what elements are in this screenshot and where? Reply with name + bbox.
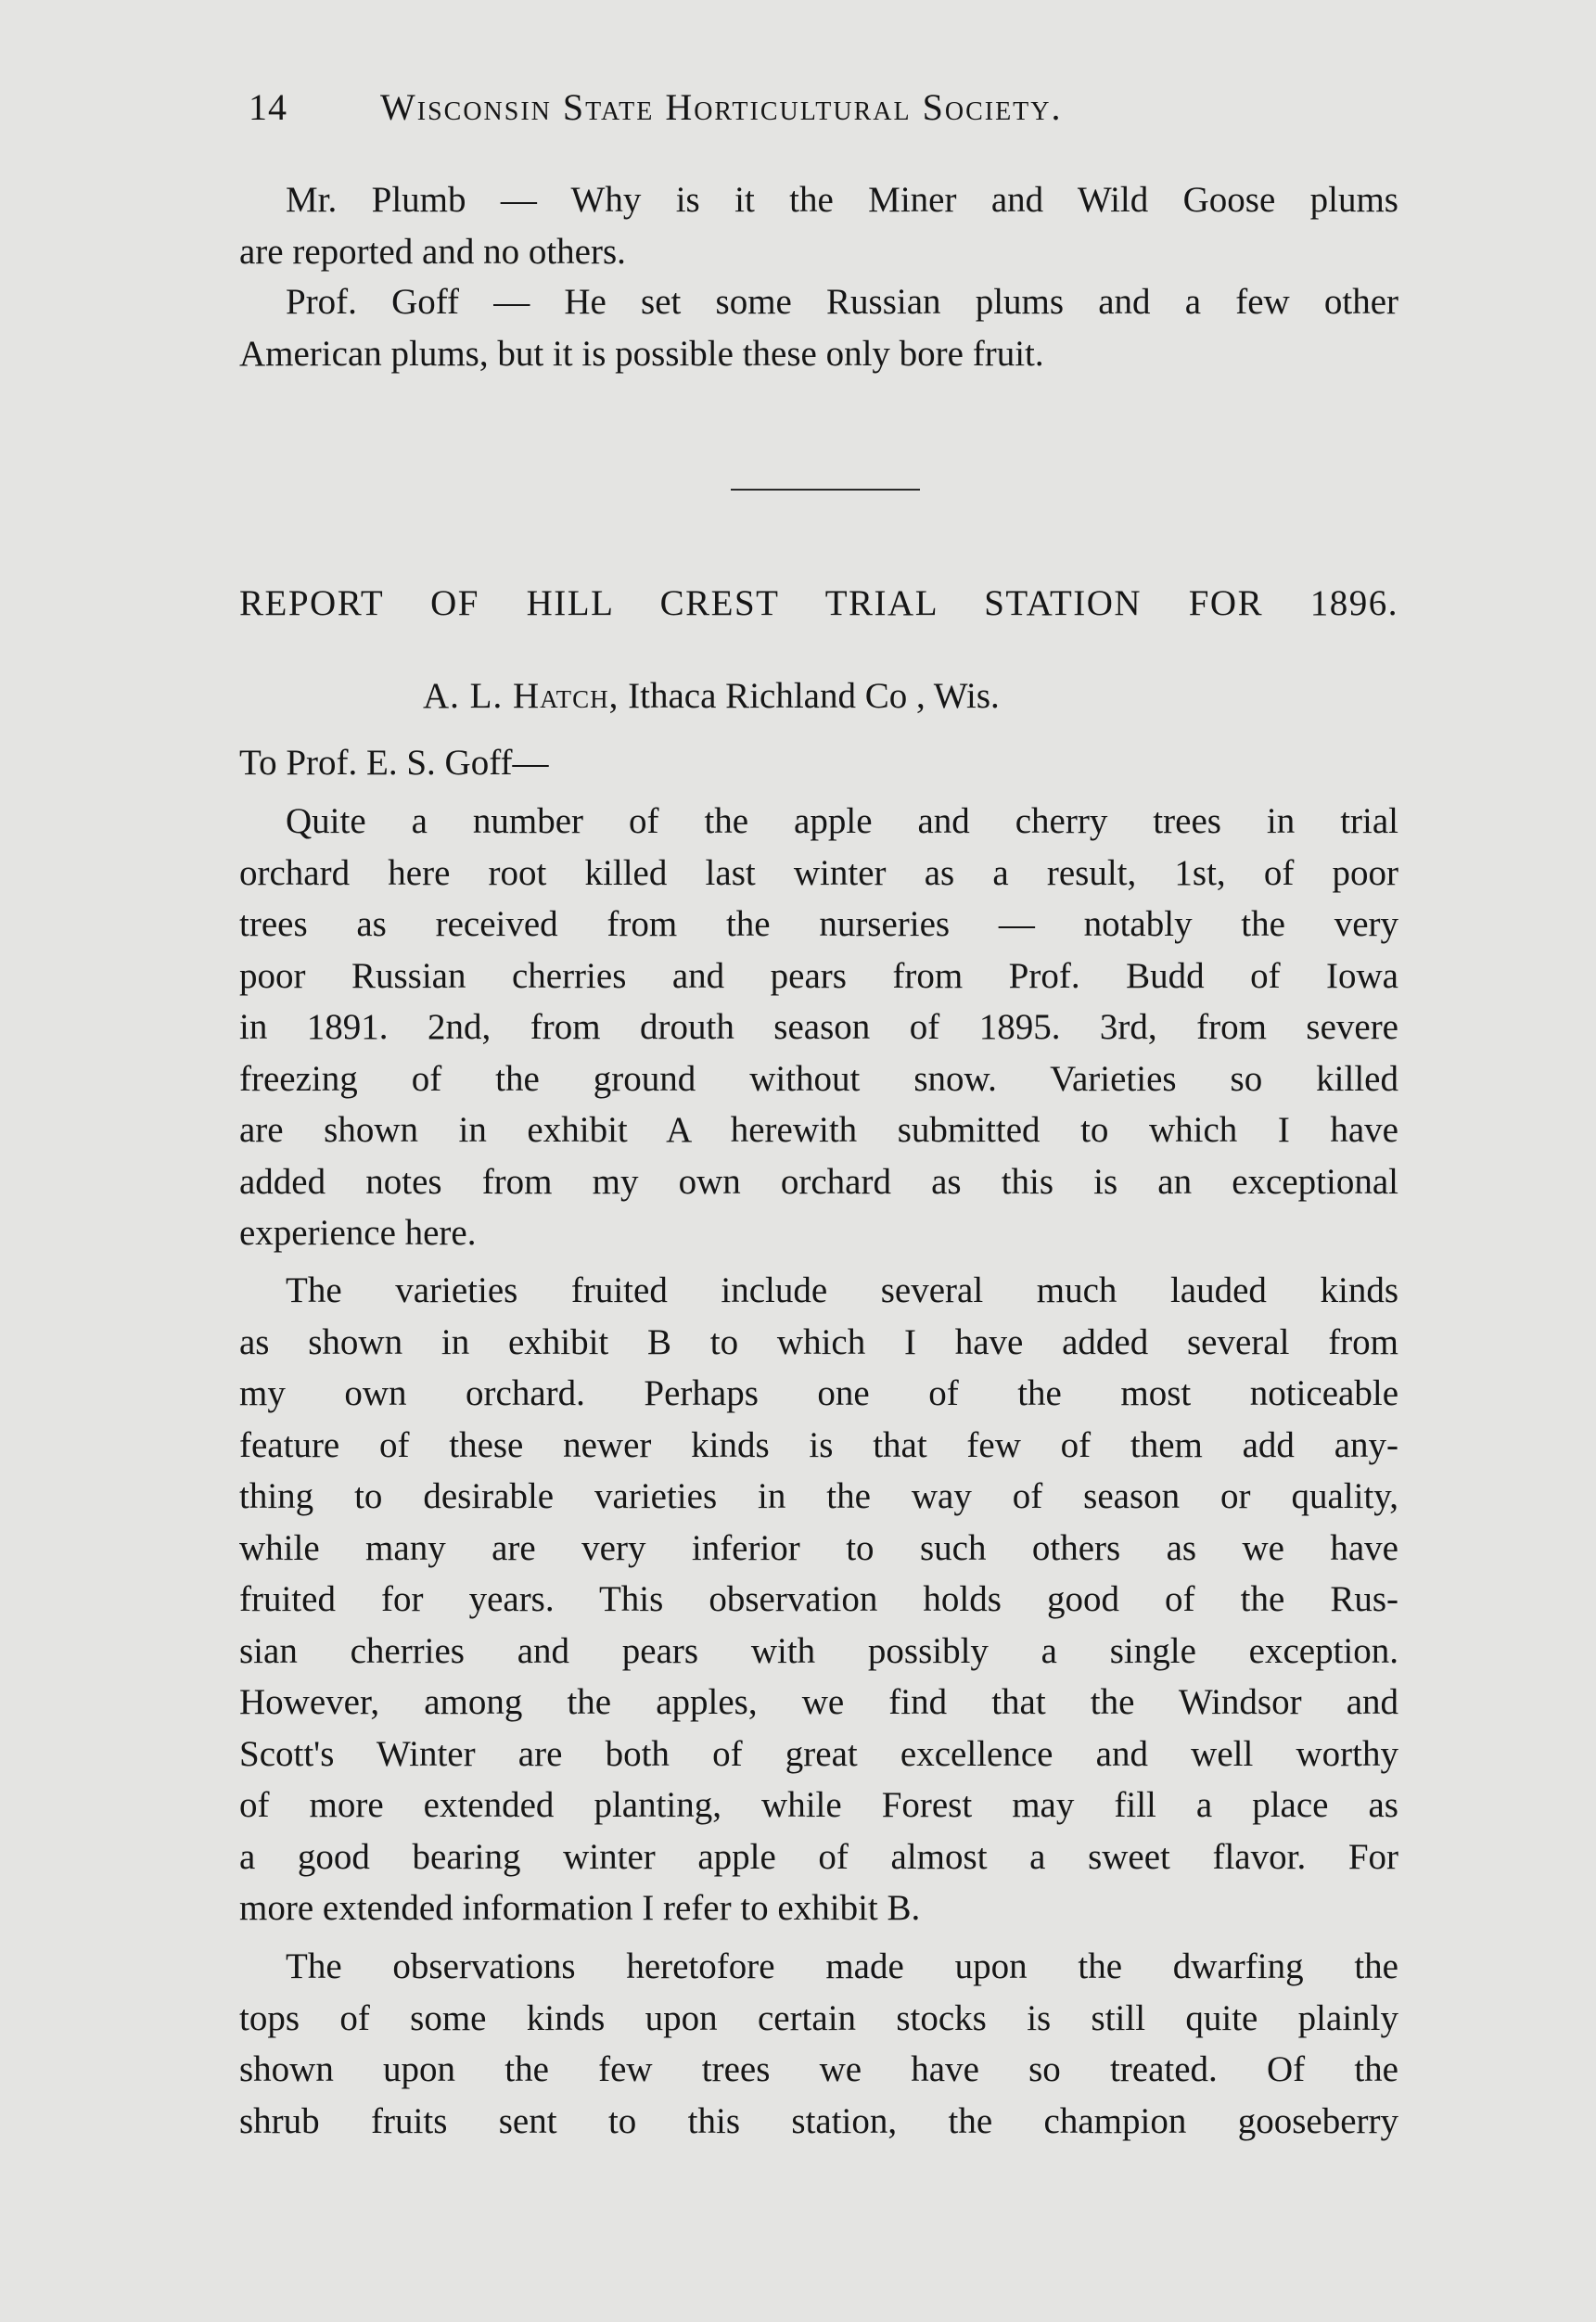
text-line: while many are very inferior to such others as we have <box>239 1527 1398 1568</box>
text-line: Quite a number of the apple and cherry trees in trial <box>286 801 1398 841</box>
text-line: as shown in exhibit B to which I have added several from <box>239 1321 1398 1362</box>
author-location: Ithaca Richland Co , Wis. <box>628 676 1000 716</box>
text-line: my own orchard. Perhaps one of the most noticeable <box>239 1373 1398 1413</box>
author-name: A. L. Hatch, <box>423 676 619 716</box>
text-line: orchard here root killed last winter as a result, 1st, of poor <box>239 852 1398 893</box>
discussion-paragraph-plumb <box>239 174 1398 277</box>
text-line: tops of some kinds upon certain stocks is still quite plainly <box>239 1997 1398 2038</box>
text-line: are reported and no others. <box>239 231 626 272</box>
text-line: a good bearing winter apple of almost a sweet flavor. For <box>239 1836 1398 1877</box>
discussion-paragraph-goff <box>239 276 1398 379</box>
page-header <box>249 85 1296 150</box>
report-paragraph-1 <box>239 796 1398 1259</box>
text-line: experience here. <box>239 1213 477 1253</box>
text-line: fruited for years. This observation holds good of the Rus- <box>239 1579 1398 1619</box>
text-line: in 1891. 2nd, from drouth season of 1895. 3rd, from severe <box>239 1007 1398 1047</box>
running-title: Wisconsin State Horticultural Society. <box>380 86 1063 128</box>
text-line: However, among the apples, we find that the Windsor and <box>239 1682 1398 1722</box>
text-line: Mr. Plumb — Why is it the Miner and Wild Goose plums <box>286 180 1398 220</box>
report-paragraph-3 <box>239 1941 1398 2147</box>
text-line: Prof. Goff — He set some Russian plums and a few other <box>286 282 1398 322</box>
text-line: more extended information I refer to exhibit B. <box>239 1888 921 1928</box>
section-divider <box>731 489 920 491</box>
text-line: shrub fruits sent to this station, the champion gooseberry <box>239 2100 1398 2141</box>
text-line: shown upon the few trees we have so treated. Of the <box>239 2049 1398 2089</box>
report-paragraph-2 <box>239 1265 1398 1934</box>
text-line: trees as received from the nurseries — notably the very <box>239 904 1398 944</box>
report-author <box>423 675 1220 717</box>
report-title: REPORT OF HILL CREST TRIAL STATION FOR 1896. <box>239 583 1398 623</box>
text-line: feature of these newer kinds is that few of them add any- <box>239 1424 1398 1465</box>
text-line: sian cherries and pears with possibly a single exception. <box>239 1630 1398 1671</box>
text-line: American plums, but it is possible these only bore fruit. <box>239 333 1044 374</box>
text-line: thing to desirable varieties in the way of season or quality, <box>239 1476 1398 1516</box>
text-line: The observations heretofore made upon the dwarfing the <box>286 1946 1398 1986</box>
text-line: of more extended planting, while Forest may fill a place as <box>239 1785 1398 1825</box>
text-line: poor Russian cherries and pears from Prof. Budd of Iowa <box>239 955 1398 996</box>
text-line: are shown in exhibit A herewith submitted to which I have <box>239 1110 1398 1150</box>
text-line: Scott's Winter are both of great excellence and well worthy <box>239 1733 1398 1774</box>
salutation: To Prof. E. S. Goff— <box>239 743 549 783</box>
page-number: 14 <box>249 86 287 128</box>
text-line: added notes from my own orchard as this is an exceptional <box>239 1161 1398 1202</box>
text-line: freezing of the ground without snow. Varieties so killed <box>239 1058 1398 1099</box>
text-line: The varieties fruited include several much lauded kinds <box>286 1270 1398 1310</box>
